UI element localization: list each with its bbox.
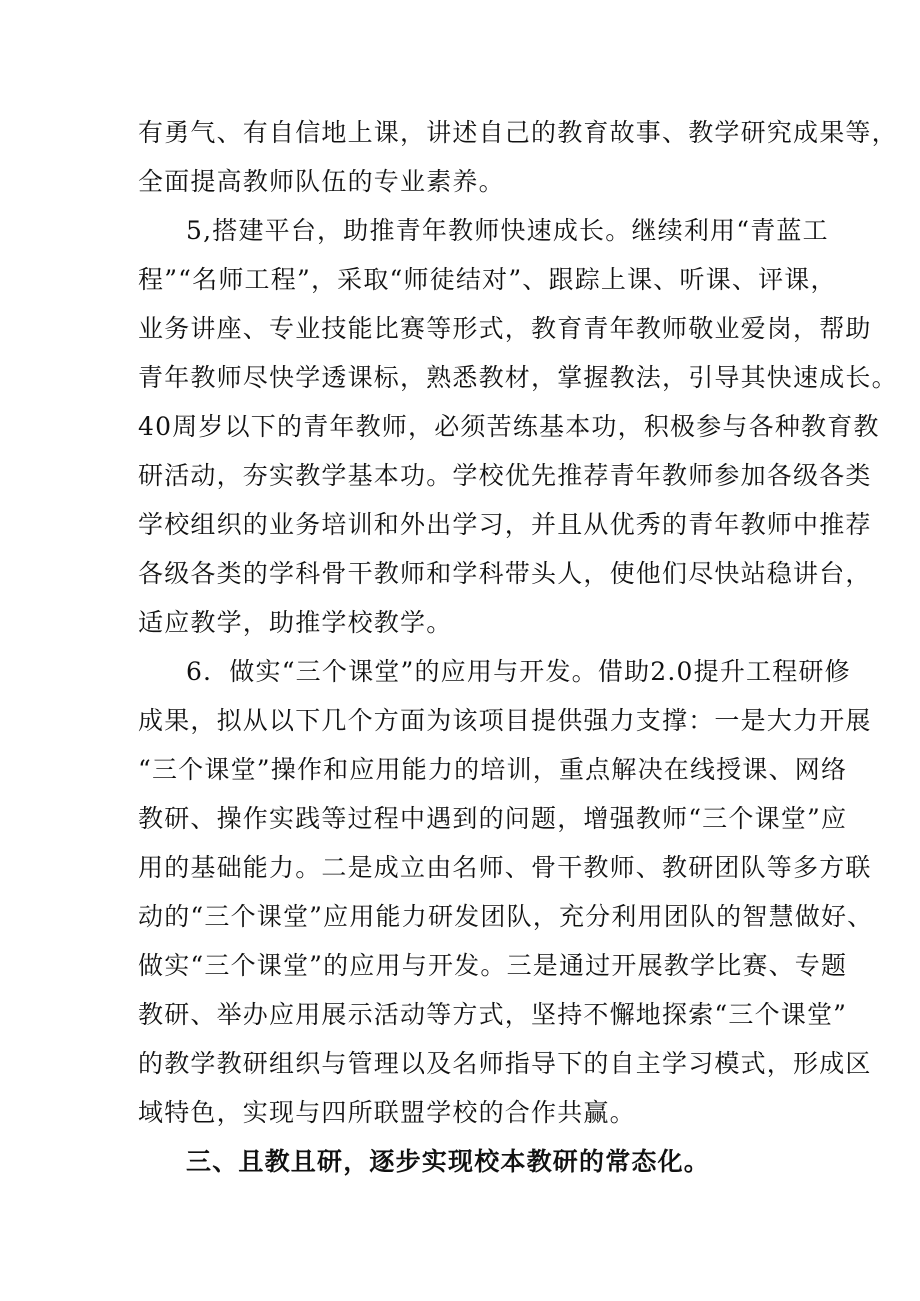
text-line: 的教学教研组织与管理以及名师指导下的自主学习模式，形成区 [138,1049,872,1078]
paragraph-5-start: 5,搭建平台，助推青年教师快速成长。继续利用“青蓝工 [186,216,829,245]
text-line: 各级各类的学科骨干教师和学科带头人，使他们尽快站稳讲台， [138,559,872,588]
text-line: “三个课堂”操作和应用能力的培训，重点解决在线授课、网络 [138,755,848,784]
text-line: 教研、举办应用展示活动等方式，坚持不懈地探索“三个课堂” [138,1000,848,1029]
text-line: 动的“三个课堂”应用能力研发团队，充分利用团队的智慧做好、 [138,902,874,931]
text-line: 做实“三个课堂”的应用与开发。三是通过开展教学比赛、专题 [138,951,848,980]
text-line: 40周岁以下的青年教师，必须苦练基本功，积极参与各种教育教 [138,412,880,441]
text-line: 全面提高教师队伍的专业素养。 [138,167,505,196]
text-line: 青年教师尽快学透课标，熟悉教材，掌握教法，引导其快速成长。 [138,363,898,392]
text-line: 业务讲座、专业技能比赛等形式，教育青年教师敬业爱岗，帮助 [138,314,872,343]
text-line: 用的基础能力。二是成立由名师、骨干教师、教研团队等多方联 [138,853,872,882]
text-line: 程”“名师工程”，采取“师徒结对”、跟踪上课、听课、评课， [138,265,837,294]
paragraph-6-start: 6．做实“三个课堂”的应用与开发。借助2.0提升工程研修 [186,657,851,686]
text-line: 研活动，夯实教学基本功。学校优先推荐青年教师参加各级各类 [138,461,872,490]
text-line: 教研、操作实践等过程中遇到的问题，增强教师“三个课堂”应 [138,804,848,833]
section-heading: 三、且教且研，逐步实现校本教研的常态化。 [186,1147,711,1176]
text-line: 学校组织的业务培训和外出学习，并且从优秀的青年教师中推荐 [138,510,872,539]
text-line: 有勇气、有自信地上课，讲述自己的教育故事、教学研究成果等， [138,118,898,147]
text-line: 成果，拟从以下几个方面为该项目提供强力支撑：一是大力开展 [138,706,872,735]
text-line: 域特色，实现与四所联盟学校的合作共赢。 [138,1098,636,1127]
text-line: 适应教学，助推学校教学。 [138,608,453,637]
